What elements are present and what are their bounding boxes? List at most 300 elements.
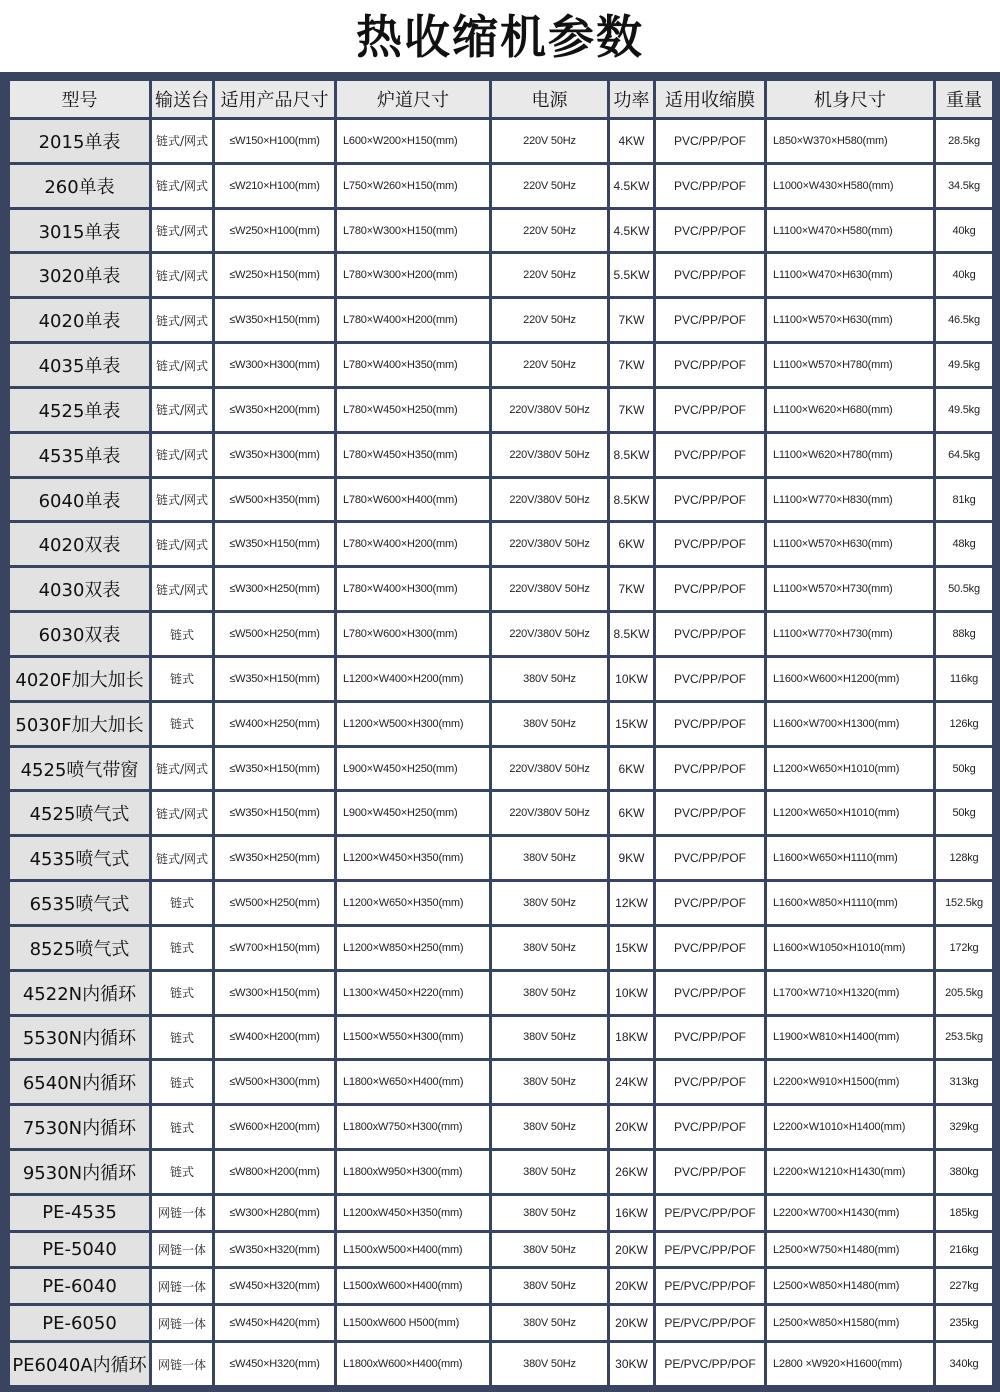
cell-machine-size: L1100×W570×H630(mm) xyxy=(767,299,933,341)
cell-film: PVC/PP/POF xyxy=(656,165,764,207)
cell-power: 4.5KW xyxy=(610,165,653,207)
cell-conveyor: 链式 xyxy=(152,972,212,1014)
cell-power-supply: 220V/380V 50Hz xyxy=(492,523,607,565)
cell-model: 4525喷气带窗 xyxy=(10,748,149,790)
cell-tunnel-size: L780×W400×H200(mm) xyxy=(337,523,489,565)
cell-power-supply: 220V 50Hz xyxy=(492,299,607,341)
table-row xyxy=(10,927,992,969)
cell-machine-size: L1600×W650×H1110(mm) xyxy=(767,837,933,879)
cell-conveyor: 链式 xyxy=(152,1151,212,1193)
cell-conveyor: 网链一体 xyxy=(152,1343,212,1385)
cell-power-supply: 220V 50Hz xyxy=(492,254,607,296)
cell-power-supply: 220V/380V 50Hz xyxy=(492,389,607,431)
cell-weight: 380kg xyxy=(936,1151,992,1193)
cell-weight: 28.5kg xyxy=(936,120,992,162)
cell-product-size: ≤W800×H200(mm) xyxy=(215,1151,334,1193)
cell-film: PVC/PP/POF xyxy=(656,1151,764,1193)
table-row xyxy=(10,1106,992,1148)
cell-machine-size: L1600×W600×H1200(mm) xyxy=(767,658,933,700)
cell-conveyor: 链式 xyxy=(152,613,212,655)
cell-model: 4535单表 xyxy=(10,434,149,476)
cell-film: PVC/PP/POF xyxy=(656,1017,764,1059)
cell-model: 2015单表 xyxy=(10,120,149,162)
spec-table-frame xyxy=(0,72,1000,1392)
cell-power: 15KW xyxy=(610,703,653,745)
cell-film: PVC/PP/POF xyxy=(656,479,764,521)
cell-product-size: ≤W450×H320(mm) xyxy=(215,1343,334,1385)
cell-film: PVC/PP/POF xyxy=(656,568,764,610)
cell-tunnel-size: L780×W600×H400(mm) xyxy=(337,479,489,521)
cell-product-size: ≤W450×H420(mm) xyxy=(215,1306,334,1340)
cell-product-size: ≤W300×H150(mm) xyxy=(215,972,334,1014)
cell-film: PVC/PP/POF xyxy=(656,1106,764,1148)
cell-weight: 50.5kg xyxy=(936,568,992,610)
cell-weight: 227kg xyxy=(936,1269,992,1303)
cell-weight: 50kg xyxy=(936,792,992,834)
cell-weight: 126kg xyxy=(936,703,992,745)
cell-film: PVC/PP/POF xyxy=(656,792,764,834)
cell-power-supply: 380V 50Hz xyxy=(492,1196,607,1230)
cell-model: 4030双表 xyxy=(10,568,149,610)
cell-model: 6030双表 xyxy=(10,613,149,655)
cell-machine-size: L2500×W850×H1580(mm) xyxy=(767,1306,933,1340)
cell-product-size: ≤W350×H300(mm) xyxy=(215,434,334,476)
cell-conveyor: 链式 xyxy=(152,703,212,745)
cell-power: 16KW xyxy=(610,1196,653,1230)
cell-product-size: ≤W700×H150(mm) xyxy=(215,927,334,969)
cell-power-supply: 220V 50Hz xyxy=(492,210,607,252)
cell-weight: 49.5kg xyxy=(936,344,992,386)
cell-model: PE-4535 xyxy=(10,1196,149,1230)
cell-power: 9KW xyxy=(610,837,653,879)
cell-weight: 49.5kg xyxy=(936,389,992,431)
table-row xyxy=(10,792,992,834)
cell-film: PE/PVC/PP/POF xyxy=(656,1196,764,1230)
cell-weight: 216kg xyxy=(936,1233,992,1267)
cell-weight: 152.5kg xyxy=(936,882,992,924)
header-conveyor: 输送台 xyxy=(152,81,212,117)
header-power: 功率 xyxy=(610,81,653,117)
cell-tunnel-size: L780×W600×H300(mm) xyxy=(337,613,489,655)
cell-power: 7KW xyxy=(610,389,653,431)
header-product-size: 适用产品尺寸 xyxy=(215,81,334,117)
cell-power: 15KW xyxy=(610,927,653,969)
cell-power-supply: 220V/380V 50Hz xyxy=(492,748,607,790)
cell-model: 5530N内循环 xyxy=(10,1017,149,1059)
cell-film: PVC/PP/POF xyxy=(656,344,764,386)
cell-model: 4020单表 xyxy=(10,299,149,341)
cell-model: 3015单表 xyxy=(10,210,149,252)
cell-conveyor: 链式/网式 xyxy=(152,479,212,521)
cell-film: PVC/PP/POF xyxy=(656,1061,764,1103)
cell-tunnel-size: L780×W400×H350(mm) xyxy=(337,344,489,386)
cell-model: 4525单表 xyxy=(10,389,149,431)
cell-tunnel-size: L1300×W450×H220(mm) xyxy=(337,972,489,1014)
cell-power: 12KW xyxy=(610,882,653,924)
cell-product-size: ≤W350×H250(mm) xyxy=(215,837,334,879)
cell-tunnel-size: L1500xW600 H500(mm) xyxy=(337,1306,489,1340)
cell-power: 5.5KW xyxy=(610,254,653,296)
cell-machine-size: L1100×W470×H580(mm) xyxy=(767,210,933,252)
cell-conveyor: 网链一体 xyxy=(152,1233,212,1267)
cell-weight: 48kg xyxy=(936,523,992,565)
cell-model: 4522N内循环 xyxy=(10,972,149,1014)
cell-power: 20KW xyxy=(610,1306,653,1340)
cell-power-supply: 220V/380V 50Hz xyxy=(492,479,607,521)
cell-film: PVC/PP/POF xyxy=(656,972,764,1014)
cell-film: PVC/PP/POF xyxy=(656,882,764,924)
cell-tunnel-size: L1200×W500×H300(mm) xyxy=(337,703,489,745)
cell-product-size: ≤W450×H320(mm) xyxy=(215,1269,334,1303)
cell-film: PVC/PP/POF xyxy=(656,434,764,476)
cell-conveyor: 链式 xyxy=(152,1106,212,1148)
cell-power: 4KW xyxy=(610,120,653,162)
cell-film: PVC/PP/POF xyxy=(656,120,764,162)
cell-film: PVC/PP/POF xyxy=(656,210,764,252)
cell-machine-size: L2500×W750×H1480(mm) xyxy=(767,1233,933,1267)
table-row xyxy=(10,254,992,296)
cell-power: 20KW xyxy=(610,1233,653,1267)
cell-product-size: ≤W400×H250(mm) xyxy=(215,703,334,745)
cell-film: PVC/PP/POF xyxy=(656,748,764,790)
cell-model: 6535喷气式 xyxy=(10,882,149,924)
cell-tunnel-size: L750×W260×H150(mm) xyxy=(337,165,489,207)
cell-machine-size: L1600×W850×H1110(mm) xyxy=(767,882,933,924)
cell-conveyor: 链式/网式 xyxy=(152,792,212,834)
cell-power: 8.5KW xyxy=(610,434,653,476)
cell-tunnel-size: L1500xW500×H400(mm) xyxy=(337,1233,489,1267)
cell-power-supply: 380V 50Hz xyxy=(492,1106,607,1148)
cell-weight: 64.5kg xyxy=(936,434,992,476)
cell-film: PVC/PP/POF xyxy=(656,658,764,700)
cell-model: PE-5040 xyxy=(10,1233,149,1267)
cell-machine-size: L2200×W910×H1500(mm) xyxy=(767,1061,933,1103)
cell-power-supply: 380V 50Hz xyxy=(492,927,607,969)
header-power-supply: 电源 xyxy=(492,81,607,117)
cell-product-size: ≤W300×H250(mm) xyxy=(215,568,334,610)
table-row xyxy=(10,1061,992,1103)
cell-film: PVC/PP/POF xyxy=(656,299,764,341)
cell-weight: 205.5kg xyxy=(936,972,992,1014)
cell-weight: 116kg xyxy=(936,658,992,700)
table-row xyxy=(10,748,992,790)
cell-tunnel-size: L780×W400×H300(mm) xyxy=(337,568,489,610)
cell-power-supply: 380V 50Hz xyxy=(492,972,607,1014)
header-tunnel-size: 炉道尺寸 xyxy=(337,81,489,117)
cell-power-supply: 220V 50Hz xyxy=(492,165,607,207)
cell-model: 4020F加大加长 xyxy=(10,658,149,700)
table-row xyxy=(10,837,992,879)
cell-power-supply: 380V 50Hz xyxy=(492,1061,607,1103)
cell-tunnel-size: L1200×W850×H250(mm) xyxy=(337,927,489,969)
table-row xyxy=(10,120,992,162)
cell-machine-size: L1100×W770×H830(mm) xyxy=(767,479,933,521)
cell-film: PE/PVC/PP/POF xyxy=(656,1269,764,1303)
cell-product-size: ≤W400×H200(mm) xyxy=(215,1017,334,1059)
cell-conveyor: 网链一体 xyxy=(152,1269,212,1303)
cell-product-size: ≤W300×H300(mm) xyxy=(215,344,334,386)
table-row xyxy=(10,703,992,745)
cell-tunnel-size: L1500×W550×H300(mm) xyxy=(337,1017,489,1059)
header-row xyxy=(10,81,992,117)
cell-power-supply: 380V 50Hz xyxy=(492,1343,607,1385)
cell-film: PVC/PP/POF xyxy=(656,389,764,431)
cell-model: PE-6040 xyxy=(10,1269,149,1303)
cell-machine-size: L1100×W570×H780(mm) xyxy=(767,344,933,386)
cell-weight: 128kg xyxy=(936,837,992,879)
header-film: 适用收缩膜 xyxy=(656,81,764,117)
cell-power: 18KW xyxy=(610,1017,653,1059)
cell-power-supply: 220V 50Hz xyxy=(492,120,607,162)
cell-product-size: ≤W350×H200(mm) xyxy=(215,389,334,431)
cell-product-size: ≤W500×H250(mm) xyxy=(215,613,334,655)
cell-power: 20KW xyxy=(610,1106,653,1148)
cell-power: 8.5KW xyxy=(610,479,653,521)
cell-machine-size: L850×W370×H580(mm) xyxy=(767,120,933,162)
cell-weight: 172kg xyxy=(936,927,992,969)
cell-machine-size: L1000×W430×H580(mm) xyxy=(767,165,933,207)
cell-power: 8.5KW xyxy=(610,613,653,655)
cell-weight: 50kg xyxy=(936,748,992,790)
cell-product-size: ≤W350×H150(mm) xyxy=(215,523,334,565)
table-row xyxy=(10,1017,992,1059)
table-row xyxy=(10,165,992,207)
cell-power-supply: 220V/380V 50Hz xyxy=(492,792,607,834)
cell-power: 4.5KW xyxy=(610,210,653,252)
table-row xyxy=(10,344,992,386)
cell-conveyor: 链式 xyxy=(152,1017,212,1059)
cell-conveyor: 链式/网式 xyxy=(152,120,212,162)
cell-weight: 340kg xyxy=(936,1343,992,1385)
table-row xyxy=(10,299,992,341)
cell-conveyor: 链式/网式 xyxy=(152,389,212,431)
cell-product-size: ≤W500×H250(mm) xyxy=(215,882,334,924)
table-row xyxy=(10,658,992,700)
cell-product-size: ≤W250×H100(mm) xyxy=(215,210,334,252)
cell-tunnel-size: L1500xW600×H400(mm) xyxy=(337,1269,489,1303)
table-row xyxy=(10,972,992,1014)
cell-power-supply: 380V 50Hz xyxy=(492,1151,607,1193)
cell-product-size: ≤W500×H350(mm) xyxy=(215,479,334,521)
cell-product-size: ≤W600×H200(mm) xyxy=(215,1106,334,1148)
cell-machine-size: L1100×W770×H730(mm) xyxy=(767,613,933,655)
table-row xyxy=(10,568,992,610)
cell-power: 10KW xyxy=(610,658,653,700)
cell-power-supply: 220V 50Hz xyxy=(492,344,607,386)
table-row xyxy=(10,1343,992,1385)
cell-conveyor: 网链一体 xyxy=(152,1306,212,1340)
table-row xyxy=(10,1196,992,1230)
spec-table xyxy=(7,78,995,1388)
cell-product-size: ≤W350×H150(mm) xyxy=(215,299,334,341)
cell-model: 4525喷气式 xyxy=(10,792,149,834)
header-machine-size: 机身尺寸 xyxy=(767,81,933,117)
cell-tunnel-size: L780×W300×H200(mm) xyxy=(337,254,489,296)
table-row xyxy=(10,210,992,252)
cell-model: 6040单表 xyxy=(10,479,149,521)
cell-film: PVC/PP/POF xyxy=(656,703,764,745)
cell-tunnel-size: L1200×W400×H200(mm) xyxy=(337,658,489,700)
table-row xyxy=(10,434,992,476)
cell-conveyor: 链式/网式 xyxy=(152,254,212,296)
cell-machine-size: L1100×W570×H730(mm) xyxy=(767,568,933,610)
cell-model: 7530N内循环 xyxy=(10,1106,149,1148)
cell-product-size: ≤W250×H150(mm) xyxy=(215,254,334,296)
cell-machine-size: L1100×W620×H680(mm) xyxy=(767,389,933,431)
cell-film: PVC/PP/POF xyxy=(656,837,764,879)
cell-film: PVC/PP/POF xyxy=(656,254,764,296)
cell-product-size: ≤W210×H100(mm) xyxy=(215,165,334,207)
cell-film: PVC/PP/POF xyxy=(656,613,764,655)
cell-machine-size: L2200×W700×H1430(mm) xyxy=(767,1196,933,1230)
cell-weight: 313kg xyxy=(936,1061,992,1103)
cell-film: PE/PVC/PP/POF xyxy=(656,1306,764,1340)
cell-tunnel-size: L600×W200×H150(mm) xyxy=(337,120,489,162)
cell-tunnel-size: L900×W450×H250(mm) xyxy=(337,792,489,834)
cell-machine-size: L1100×W470×H630(mm) xyxy=(767,254,933,296)
cell-machine-size: L2200×W1210×H1430(mm) xyxy=(767,1151,933,1193)
cell-conveyor: 链式/网式 xyxy=(152,748,212,790)
cell-machine-size: L1200×W650×H1010(mm) xyxy=(767,792,933,834)
cell-model: 4020双表 xyxy=(10,523,149,565)
cell-machine-size: L1900×W810×H1400(mm) xyxy=(767,1017,933,1059)
cell-power: 7KW xyxy=(610,568,653,610)
cell-product-size: ≤W350×H150(mm) xyxy=(215,658,334,700)
cell-conveyor: 链式/网式 xyxy=(152,165,212,207)
cell-power-supply: 380V 50Hz xyxy=(492,658,607,700)
cell-tunnel-size: L780×W300×H150(mm) xyxy=(337,210,489,252)
cell-weight: 40kg xyxy=(936,254,992,296)
cell-tunnel-size: L780×W450×H350(mm) xyxy=(337,434,489,476)
table-row xyxy=(10,1269,992,1303)
cell-tunnel-size: L1200xW450×H350(mm) xyxy=(337,1196,489,1230)
cell-power: 6KW xyxy=(610,792,653,834)
cell-weight: 185kg xyxy=(936,1196,992,1230)
cell-power-supply: 380V 50Hz xyxy=(492,1233,607,1267)
cell-machine-size: L1100×W570×H630(mm) xyxy=(767,523,933,565)
cell-power-supply: 220V/380V 50Hz xyxy=(492,434,607,476)
cell-machine-size: L1600×W1050×H1010(mm) xyxy=(767,927,933,969)
cell-model: PE-6050 xyxy=(10,1306,149,1340)
cell-machine-size: L1200×W650×H1010(mm) xyxy=(767,748,933,790)
cell-conveyor: 链式 xyxy=(152,882,212,924)
cell-power-supply: 380V 50Hz xyxy=(492,837,607,879)
cell-tunnel-size: L1800xW600×H400(mm) xyxy=(337,1343,489,1385)
cell-tunnel-size: L1200×W650×H350(mm) xyxy=(337,882,489,924)
cell-film: PE/PVC/PP/POF xyxy=(656,1233,764,1267)
table-row xyxy=(10,613,992,655)
cell-machine-size: L1600×W700×H1300(mm) xyxy=(767,703,933,745)
cell-conveyor: 网链一体 xyxy=(152,1196,212,1230)
cell-power-supply: 380V 50Hz xyxy=(492,1269,607,1303)
table-row xyxy=(10,389,992,431)
cell-product-size: ≤W350×H150(mm) xyxy=(215,792,334,834)
cell-power-supply: 380V 50Hz xyxy=(492,882,607,924)
cell-power: 6KW xyxy=(610,523,653,565)
cell-model: 260单表 xyxy=(10,165,149,207)
table-row xyxy=(10,479,992,521)
cell-power: 7KW xyxy=(610,344,653,386)
cell-power-supply: 380V 50Hz xyxy=(492,703,607,745)
cell-conveyor: 链式/网式 xyxy=(152,299,212,341)
cell-power: 7KW xyxy=(610,299,653,341)
cell-power: 26KW xyxy=(610,1151,653,1193)
cell-power-supply: 220V/380V 50Hz xyxy=(492,568,607,610)
cell-machine-size: L1700×W710×H1320(mm) xyxy=(767,972,933,1014)
table-row xyxy=(10,882,992,924)
cell-weight: 81kg xyxy=(936,479,992,521)
cell-film: PVC/PP/POF xyxy=(656,523,764,565)
cell-machine-size: L2800 ×W920×H1600(mm) xyxy=(767,1343,933,1385)
cell-product-size: ≤W300×H280(mm) xyxy=(215,1196,334,1230)
cell-conveyor: 链式 xyxy=(152,1061,212,1103)
cell-model: 5030F加大加长 xyxy=(10,703,149,745)
table-row xyxy=(10,1306,992,1340)
cell-film: PVC/PP/POF xyxy=(656,927,764,969)
cell-model: 4535喷气式 xyxy=(10,837,149,879)
cell-tunnel-size: L1200×W450×H350(mm) xyxy=(337,837,489,879)
cell-conveyor: 链式 xyxy=(152,927,212,969)
cell-weight: 40kg xyxy=(936,210,992,252)
page-title: 热收缩机参数 xyxy=(356,10,644,64)
cell-power-supply: 380V 50Hz xyxy=(492,1306,607,1340)
cell-model: 9530N内循环 xyxy=(10,1151,149,1193)
header-weight: 重量 xyxy=(936,81,992,117)
cell-model: 6540N内循环 xyxy=(10,1061,149,1103)
cell-weight: 46.5kg xyxy=(936,299,992,341)
cell-conveyor: 链式 xyxy=(152,658,212,700)
cell-machine-size: L2500×W850×H1480(mm) xyxy=(767,1269,933,1303)
cell-power: 30KW xyxy=(610,1343,653,1385)
cell-product-size: ≤W150×H100(mm) xyxy=(215,120,334,162)
table-row xyxy=(10,523,992,565)
cell-model: 8525喷气式 xyxy=(10,927,149,969)
cell-film: PE/PVC/PP/POF xyxy=(656,1343,764,1385)
cell-model: 4035单表 xyxy=(10,344,149,386)
cell-conveyor: 链式/网式 xyxy=(152,344,212,386)
cell-power: 10KW xyxy=(610,972,653,1014)
cell-weight: 34.5kg xyxy=(936,165,992,207)
cell-conveyor: 链式/网式 xyxy=(152,523,212,565)
cell-tunnel-size: L1800xW750×H300(mm) xyxy=(337,1106,489,1148)
cell-weight: 329kg xyxy=(936,1106,992,1148)
cell-tunnel-size: L900×W450×H250(mm) xyxy=(337,748,489,790)
cell-tunnel-size: L780×W400×H200(mm) xyxy=(337,299,489,341)
cell-product-size: ≤W350×H320(mm) xyxy=(215,1233,334,1267)
header-model: 型号 xyxy=(10,81,149,117)
cell-tunnel-size: L1800xW950×H300(mm) xyxy=(337,1151,489,1193)
cell-conveyor: 链式/网式 xyxy=(152,837,212,879)
cell-weight: 253.5kg xyxy=(936,1017,992,1059)
cell-weight: 235kg xyxy=(936,1306,992,1340)
cell-tunnel-size: L1800×W650×H400(mm) xyxy=(337,1061,489,1103)
cell-power-supply: 380V 50Hz xyxy=(492,1017,607,1059)
cell-machine-size: L1100×W620×H780(mm) xyxy=(767,434,933,476)
cell-power: 6KW xyxy=(610,748,653,790)
cell-conveyor: 链式/网式 xyxy=(152,434,212,476)
cell-weight: 88kg xyxy=(936,613,992,655)
cell-product-size: ≤W350×H150(mm) xyxy=(215,748,334,790)
cell-machine-size: L2200×W1010×H1400(mm) xyxy=(767,1106,933,1148)
cell-power: 20KW xyxy=(610,1269,653,1303)
cell-conveyor: 链式/网式 xyxy=(152,568,212,610)
table-row xyxy=(10,1151,992,1193)
cell-power: 24KW xyxy=(610,1061,653,1103)
table-row xyxy=(10,1233,992,1267)
cell-conveyor: 链式/网式 xyxy=(152,210,212,252)
cell-model: PE6040A内循环 xyxy=(10,1343,149,1385)
cell-product-size: ≤W500×H300(mm) xyxy=(215,1061,334,1103)
